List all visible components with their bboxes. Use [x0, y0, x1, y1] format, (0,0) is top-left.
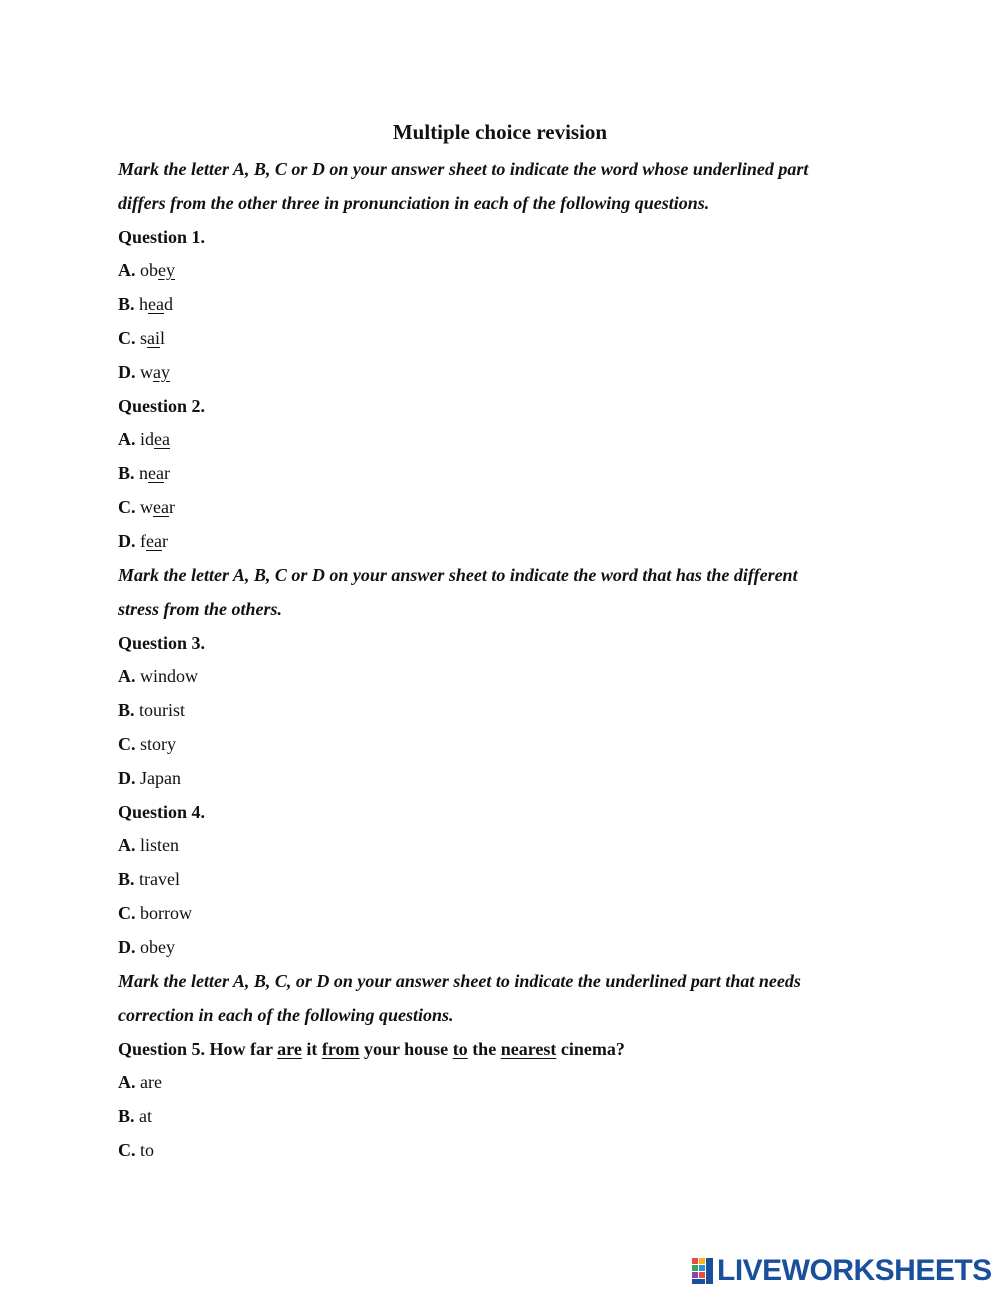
- instruction-2-line-1: Mark the letter A, B, C or D on your answer sheet to indicate the word that has the different: [118, 565, 798, 585]
- option-text: travel: [139, 869, 180, 889]
- option-letter: C.: [118, 497, 136, 517]
- option-text: window: [140, 666, 198, 686]
- option-letter: D.: [118, 768, 136, 788]
- question-5-option-a[interactable]: [118, 1071, 880, 1093]
- instruction-3-line-1: Mark the letter A, B, C, or D on your answer sheet to indicate the underlined part that needs: [118, 971, 801, 991]
- option-text: wear: [140, 497, 175, 517]
- question-4-option-c[interactable]: [118, 902, 880, 924]
- option-text: borrow: [140, 903, 192, 923]
- question-1-option-b[interactable]: [118, 293, 880, 315]
- option-letter: A.: [118, 1072, 136, 1092]
- liveworksheets-logo-text: LIVEWORKSHEETS: [717, 1254, 992, 1287]
- question-2-option-d[interactable]: [118, 530, 880, 552]
- question-3-option-c[interactable]: [118, 733, 880, 755]
- option-text: story: [140, 734, 176, 754]
- question-4-option-a[interactable]: [118, 834, 880, 856]
- question-3-option-a[interactable]: [118, 665, 880, 687]
- question-2-option-b[interactable]: [118, 462, 880, 484]
- instruction-1-line-2: differs from the other three in pronunciation in each of the following questions.: [118, 193, 710, 213]
- question-5-stem: Question 5. How far are it from your house to the nearest cinema?: [118, 1039, 625, 1059]
- question-4-label: Question 4.: [118, 802, 206, 822]
- option-text: at: [139, 1106, 153, 1126]
- liveworksheets-logo-icon: [692, 1258, 714, 1284]
- option-letter: A.: [118, 260, 136, 280]
- option-text: head: [139, 294, 173, 314]
- option-text: fear: [140, 531, 168, 551]
- option-text: are: [140, 1072, 162, 1092]
- page-title: Multiple choice revision: [392, 120, 608, 144]
- option-letter: C.: [118, 734, 136, 754]
- question-1-label: Question 1.: [118, 227, 206, 247]
- option-text: idea: [140, 429, 170, 449]
- option-letter: C.: [118, 328, 136, 348]
- option-letter: B.: [118, 294, 135, 314]
- question-1-option-a[interactable]: [118, 259, 880, 281]
- instruction-1-line-1: Mark the letter A, B, C or D on your answer sheet to indicate the word whose underlined part: [118, 159, 809, 179]
- option-text: tourist: [139, 700, 186, 720]
- option-text: sail: [140, 328, 166, 348]
- option-letter: B.: [118, 869, 135, 889]
- option-letter: D.: [118, 937, 136, 957]
- option-letter: B.: [118, 1106, 135, 1126]
- question-5-option-b[interactable]: [118, 1105, 880, 1127]
- question-2-label: Question 2.: [118, 396, 206, 416]
- option-letter: D.: [118, 531, 136, 551]
- question-4-option-b[interactable]: [118, 868, 880, 890]
- question-3-option-b[interactable]: [118, 699, 880, 721]
- option-letter: B.: [118, 463, 135, 483]
- underlined-part-nearest: nearest: [500, 1039, 557, 1059]
- option-text: Japan: [140, 768, 181, 788]
- question-4-option-d[interactable]: [118, 936, 880, 958]
- underlined-part-from: from: [321, 1039, 360, 1059]
- option-letter: A.: [118, 835, 136, 855]
- option-text: near: [139, 463, 170, 483]
- option-text: way: [140, 362, 170, 382]
- option-text: listen: [140, 835, 179, 855]
- option-text: obey: [140, 937, 175, 957]
- instruction-2-line-2: stress from the others.: [118, 599, 283, 619]
- underlined-part-are: are: [277, 1039, 302, 1059]
- question-1-option-c[interactable]: [118, 327, 880, 349]
- question-5-option-c[interactable]: [118, 1139, 880, 1161]
- underlined-part-to: to: [452, 1039, 468, 1059]
- instruction-3-line-2: correction in each of the following questions.: [118, 1005, 454, 1025]
- option-letter: B.: [118, 700, 135, 720]
- question-2-option-c[interactable]: [118, 496, 880, 518]
- option-letter: A.: [118, 429, 136, 449]
- liveworksheets-logo: [692, 1256, 992, 1286]
- option-text: to: [140, 1140, 155, 1160]
- question-3-option-d[interactable]: [118, 767, 880, 789]
- question-3-label: Question 3.: [118, 633, 206, 653]
- option-text: obey: [140, 260, 175, 280]
- option-letter: D.: [118, 362, 136, 382]
- question-1-option-d[interactable]: [118, 361, 880, 383]
- option-letter: C.: [118, 903, 136, 923]
- option-letter: A.: [118, 666, 136, 686]
- question-2-option-a[interactable]: [118, 428, 880, 450]
- option-letter: C.: [118, 1140, 136, 1160]
